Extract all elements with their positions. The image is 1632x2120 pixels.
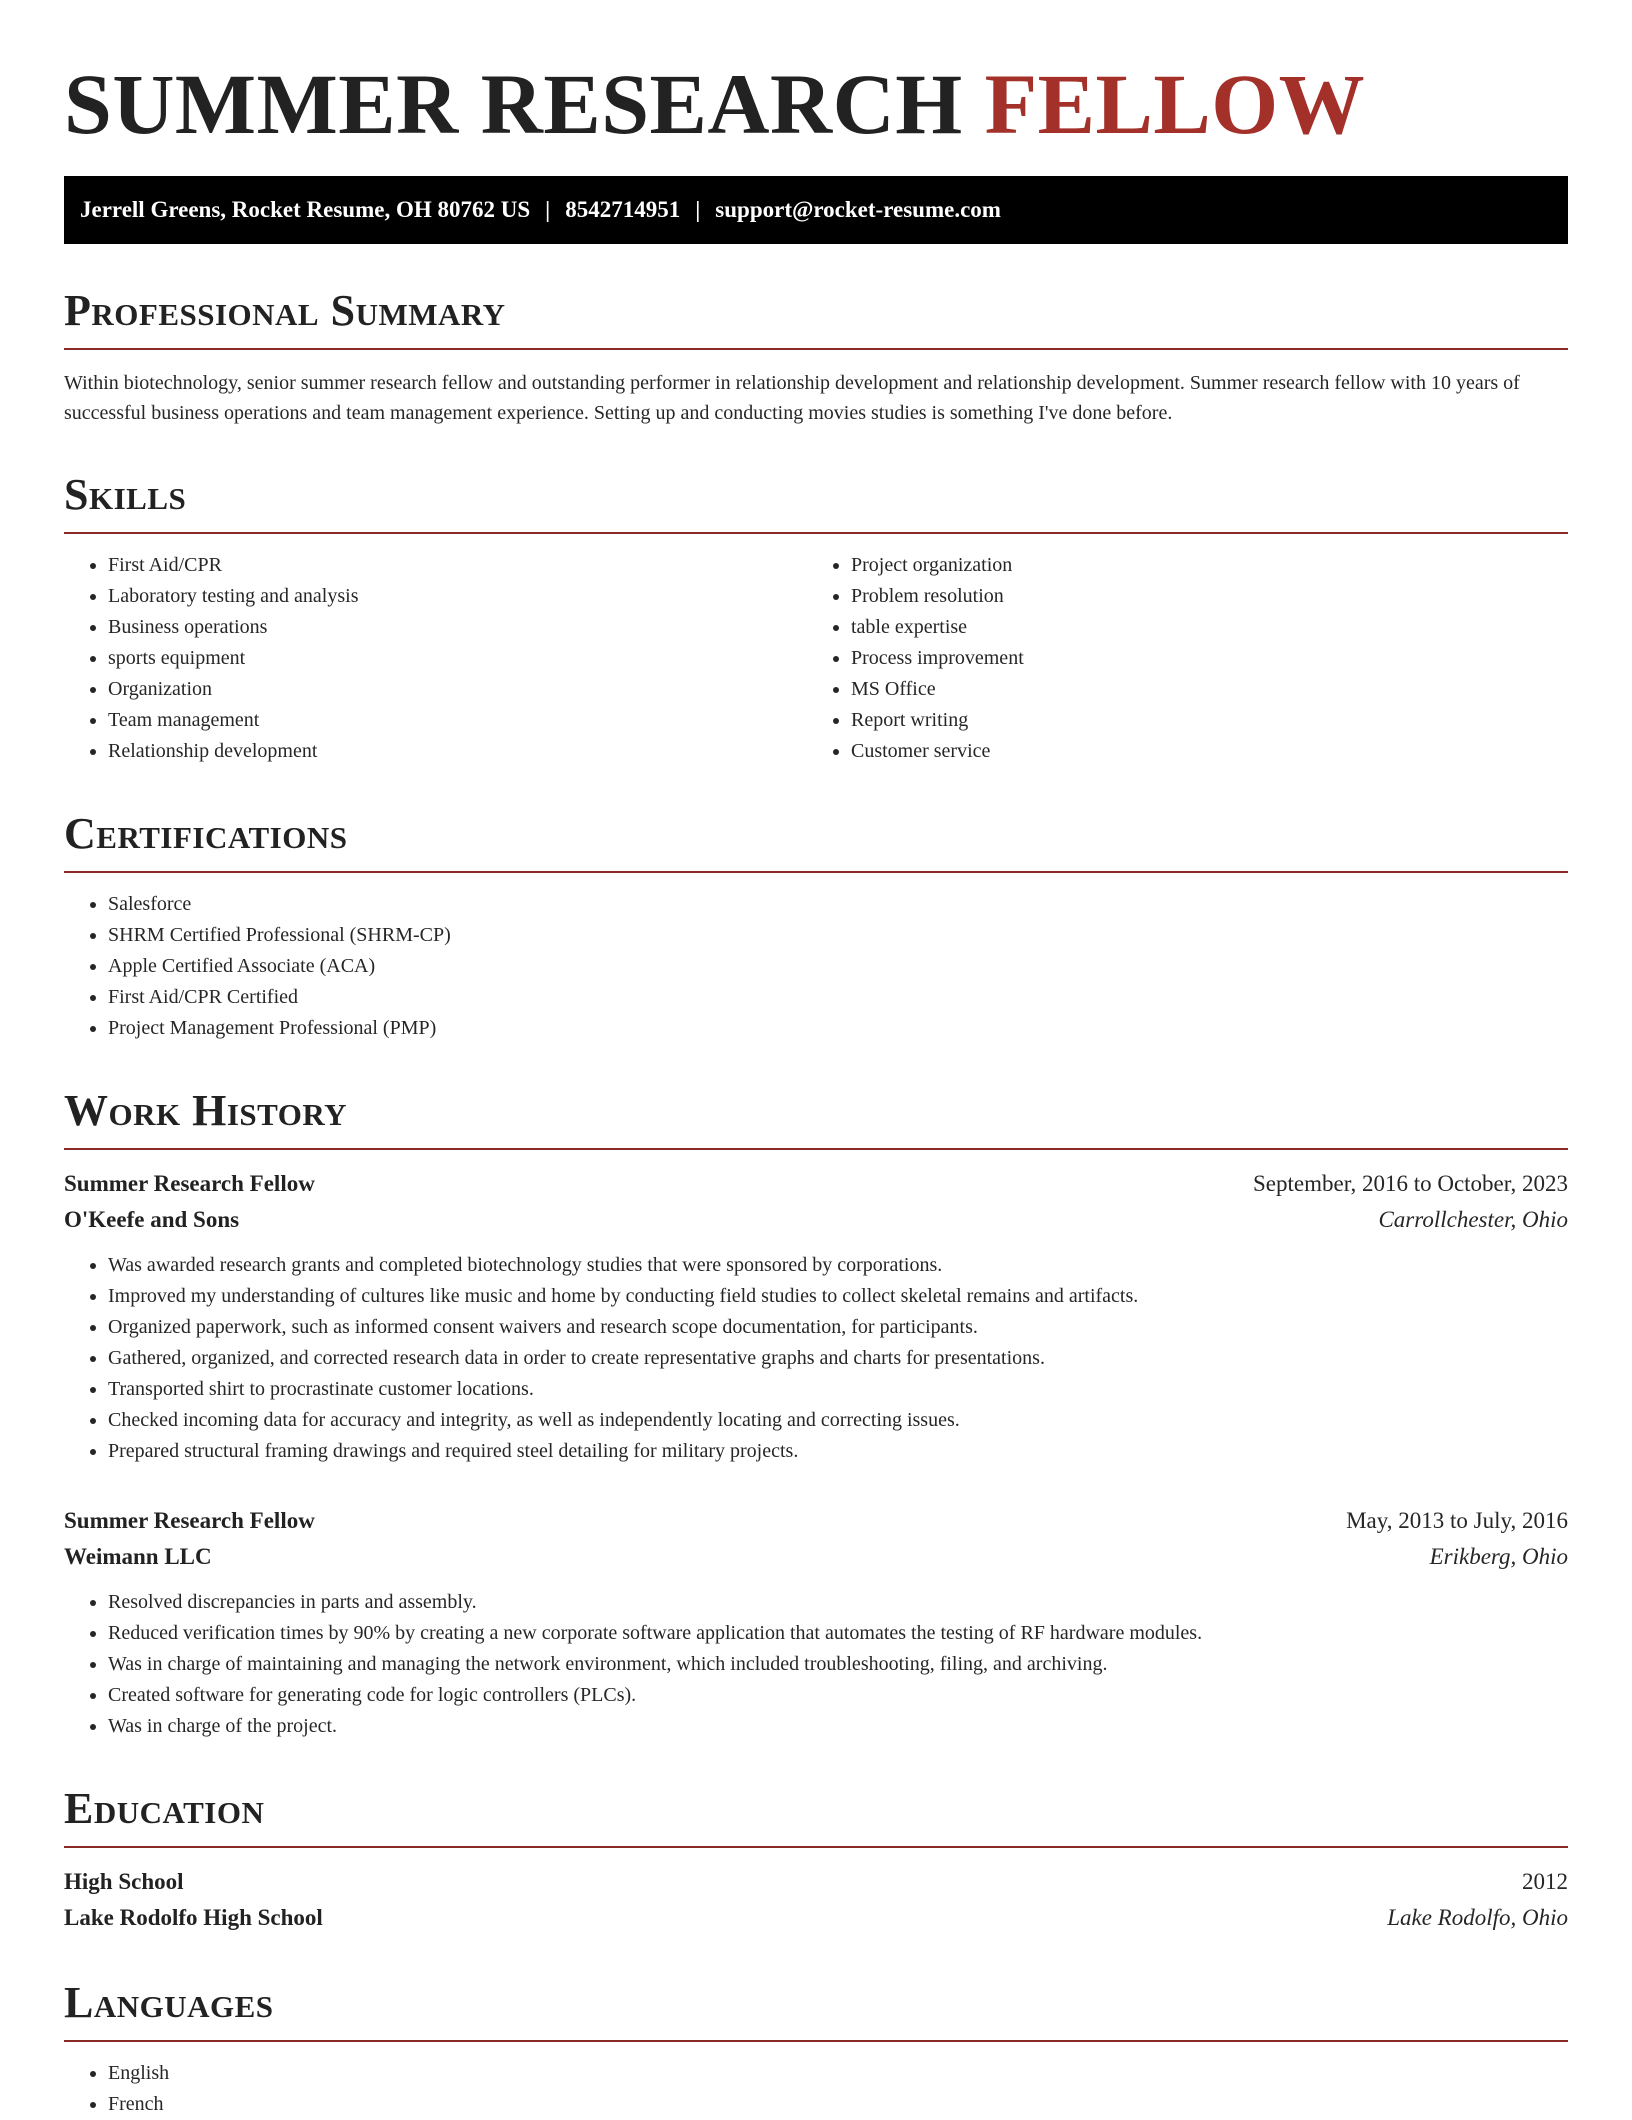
job-bullet: • Improved my understanding of cultures like music and home by conducting field studies to collect skeletal remains and artifacts. bbox=[108, 1281, 1568, 1312]
skills-grid bbox=[64, 534, 1568, 767]
summary-heading: Professional Summary bbox=[64, 286, 1568, 350]
job-bullet: • Was in charge of maintaining and managing the network environment, which included troubleshooting, filing, and archiving. bbox=[108, 1649, 1568, 1680]
job-bullet: • Was awarded research grants and completed biotechnology studies that were sponsored by corporations. bbox=[108, 1250, 1568, 1281]
contact-separator: | bbox=[695, 197, 701, 222]
job-bullet: • Checked incoming data for accuracy and integrity, as well as independently locating and correcting issues. bbox=[108, 1405, 1568, 1436]
job-bullets bbox=[64, 1587, 1568, 1742]
summary-text: Within biotechnology, senior summer research fellow and outstanding performer in relationship development and relationship development. Summer research fellow with 10 years of successful business operations and team management experience. Setting up and conducting movies studies is something I've done before. bbox=[64, 372, 1520, 424]
skills-section bbox=[64, 470, 1568, 767]
education-degree: High School bbox=[64, 1869, 184, 1894]
skills-list-right bbox=[807, 550, 1568, 767]
certification-item: • Salesforce bbox=[108, 889, 1568, 920]
skills-list-left bbox=[64, 550, 825, 767]
education-school-row bbox=[64, 1900, 1568, 1936]
skill-item: • Problem resolution bbox=[851, 581, 1568, 612]
education-entry bbox=[64, 1864, 1568, 1936]
education-year: 2012 bbox=[1522, 1869, 1568, 1894]
work-history-section bbox=[64, 1086, 1568, 1742]
job-bullet: • Organized paperwork, such as informed consent waivers and research scope documentation, for participants. bbox=[108, 1312, 1568, 1343]
certification-item: • First Aid/CPR Certified bbox=[108, 982, 1568, 1013]
job-dates: May, 2013 to July, 2016 bbox=[1346, 1508, 1568, 1533]
certifications-list bbox=[64, 889, 1568, 1044]
job-title: Summer Research Fellow bbox=[64, 1171, 315, 1196]
skill-item: • MS Office bbox=[851, 674, 1568, 705]
education-heading: Education bbox=[64, 1784, 1568, 1848]
job-entry bbox=[64, 1166, 1568, 1467]
skill-item: • Organization bbox=[108, 674, 825, 705]
certification-item: • Project Management Professional (PMP) bbox=[108, 1013, 1568, 1044]
job-company-row bbox=[64, 1539, 1568, 1575]
language-item: • French bbox=[108, 2089, 1568, 2120]
skill-item: • Project organization bbox=[851, 550, 1568, 581]
skill-item: • Customer service bbox=[851, 736, 1568, 767]
resume-title bbox=[64, 56, 1568, 152]
contact-bar bbox=[64, 176, 1568, 244]
job-location: Erikberg, Ohio bbox=[1429, 1544, 1568, 1569]
job-bullet: • Gathered, organized, and corrected research data in order to create representative graphs and charts for presentations. bbox=[108, 1343, 1568, 1374]
job-company: O'Keefe and Sons bbox=[64, 1207, 240, 1232]
languages-list bbox=[64, 2058, 1568, 2120]
contact-address: Jerrell Greens, Rocket Resume, OH 80762 US bbox=[80, 197, 531, 222]
job-bullet: • Resolved discrepancies in parts and assembly. bbox=[108, 1587, 1568, 1618]
certifications-heading: Certifications bbox=[64, 809, 1568, 873]
job-bullet: • Transported shirt to procrastinate customer locations. bbox=[108, 1374, 1568, 1405]
skill-item: • Report writing bbox=[851, 705, 1568, 736]
work-history-heading: Work History bbox=[64, 1086, 1568, 1150]
job-dates: September, 2016 to October, 2023 bbox=[1253, 1171, 1568, 1196]
skill-item: • First Aid/CPR bbox=[108, 550, 825, 581]
job-bullet: • Reduced verification times by 90% by creating a new corporate software application that automates the testing of RF hardware modules. bbox=[108, 1618, 1568, 1649]
skills-heading: Skills bbox=[64, 470, 1568, 534]
certifications-section bbox=[64, 809, 1568, 1044]
certification-item: • SHRM Certified Professional (SHRM-CP) bbox=[108, 920, 1568, 951]
language-item: • English bbox=[108, 2058, 1568, 2089]
skill-item: • Process improvement bbox=[851, 643, 1568, 674]
skill-item: • Relationship development bbox=[108, 736, 825, 767]
job-bullet: • Prepared structural framing drawings and required steel detailing for military projects. bbox=[108, 1436, 1568, 1467]
skill-item: • Business operations bbox=[108, 612, 825, 643]
education-header-row bbox=[64, 1864, 1568, 1900]
title-main: SUMMER RESEARCH bbox=[64, 56, 963, 152]
job-location: Carrollchester, Ohio bbox=[1378, 1207, 1568, 1232]
education-school: Lake Rodolfo High School bbox=[64, 1905, 323, 1930]
job-header-row bbox=[64, 1503, 1568, 1539]
contact-phone[interactable]: 8542714951 bbox=[565, 197, 681, 222]
summary-section bbox=[64, 286, 1568, 428]
languages-section bbox=[64, 1978, 1568, 2120]
job-title: Summer Research Fellow bbox=[64, 1508, 315, 1533]
skill-item: • Laboratory testing and analysis bbox=[108, 581, 825, 612]
title-accent: FELLOW bbox=[984, 56, 1366, 152]
skill-item: • Team management bbox=[108, 705, 825, 736]
education-location: Lake Rodolfo, Ohio bbox=[1387, 1905, 1568, 1930]
contact-separator: | bbox=[545, 197, 551, 222]
job-bullets bbox=[64, 1250, 1568, 1467]
education-section bbox=[64, 1784, 1568, 1936]
job-bullet: • Was in charge of the project. bbox=[108, 1711, 1568, 1742]
skill-item: • table expertise bbox=[851, 612, 1568, 643]
contact-email[interactable]: support@rocket-resume.com bbox=[715, 197, 1001, 222]
certification-item: • Apple Certified Associate (ACA) bbox=[108, 951, 1568, 982]
languages-heading: Languages bbox=[64, 1978, 1568, 2042]
job-bullet: • Created software for generating code for logic controllers (PLCs). bbox=[108, 1680, 1568, 1711]
skill-item: • sports equipment bbox=[108, 643, 825, 674]
job-header-row bbox=[64, 1166, 1568, 1202]
job-company-row bbox=[64, 1202, 1568, 1238]
job-company: Weimann LLC bbox=[64, 1544, 212, 1569]
job-entry bbox=[64, 1503, 1568, 1742]
